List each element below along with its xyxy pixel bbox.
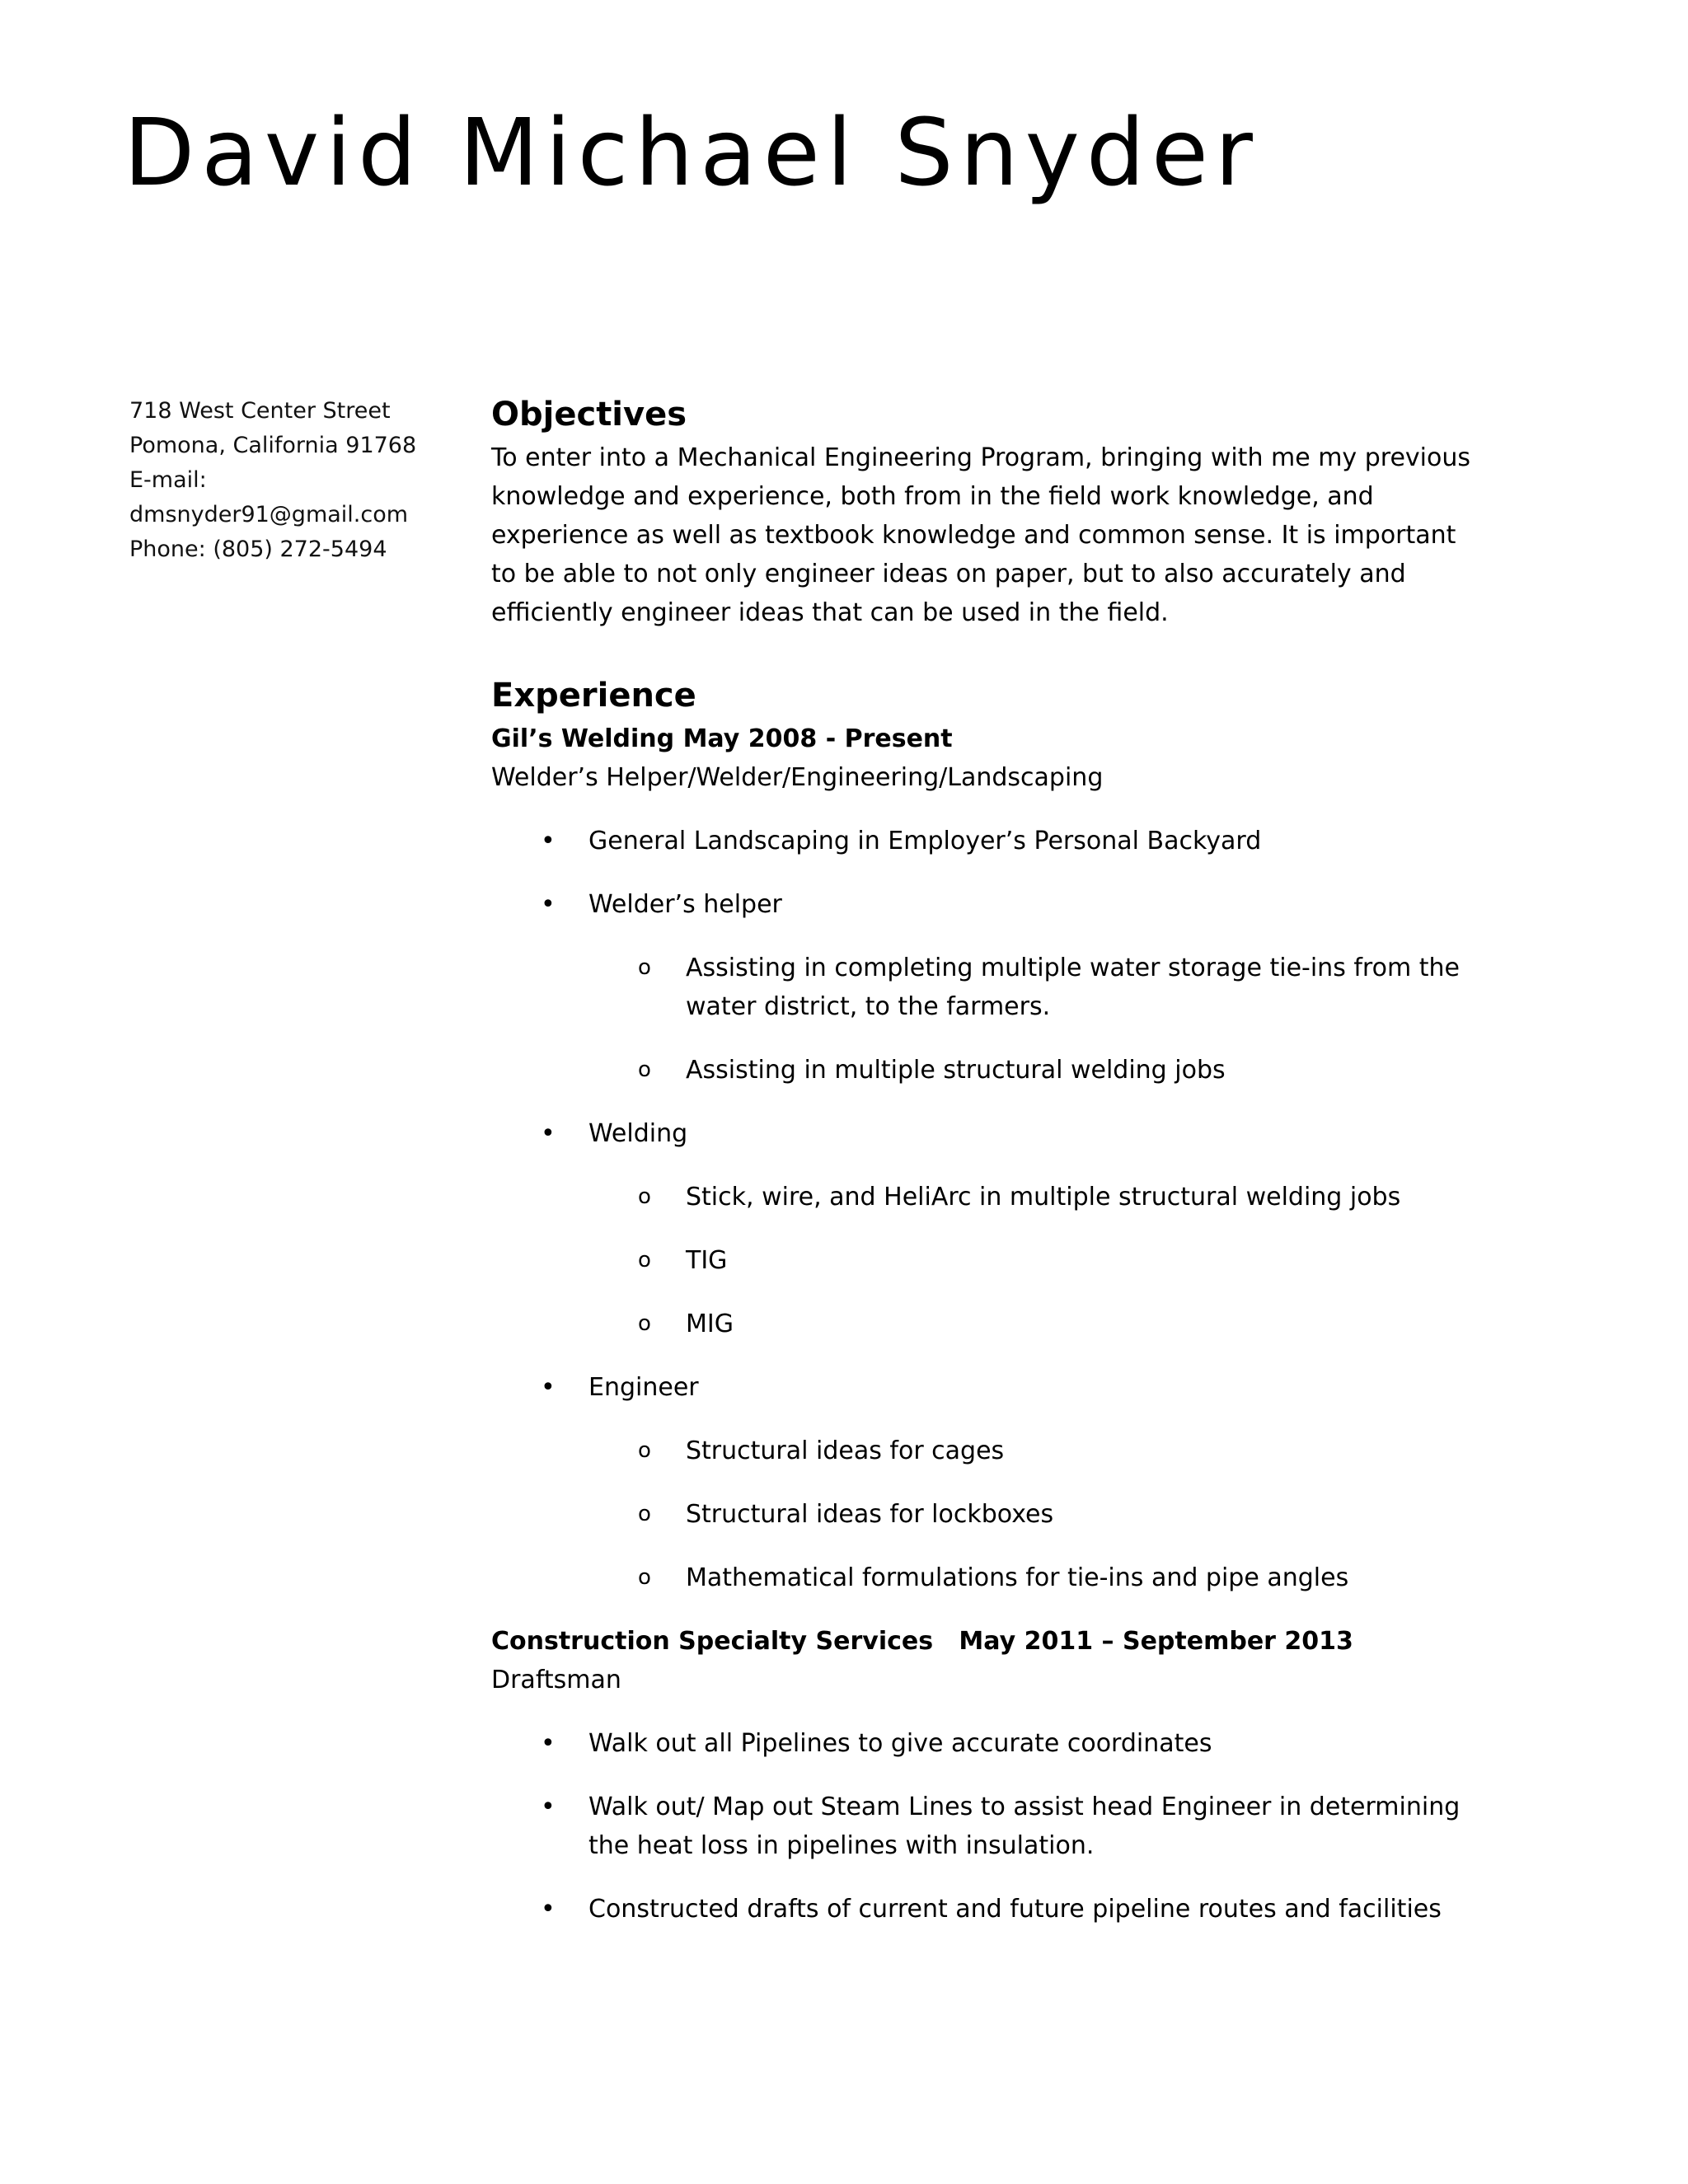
duty-text: Walk out all Pipelines to give accurate coordinates: [588, 1729, 1212, 1758]
duty-item: [491, 885, 1489, 1090]
job-header: Construction Specialty Services May 2011 – September 2013: [491, 1627, 1353, 1656]
duty-text: Welding: [588, 1119, 688, 1148]
job-header: Gil’s Welding May 2008 - Present: [491, 724, 953, 753]
duty-text: Welder’s helper: [588, 890, 782, 919]
sub-duty-text: Structural ideas for cages: [686, 1436, 1005, 1465]
sub-duty-text: Structural ideas for lockboxes: [686, 1500, 1054, 1529]
sub-duty-item: [588, 1305, 1489, 1343]
duty-item: [491, 1114, 1489, 1343]
sub-duty-text: TIG: [686, 1246, 728, 1275]
bullet-icon: •: [541, 1895, 556, 1924]
sub-bullet-icon: o: [638, 1311, 651, 1336]
duty-text: Constructed drafts of current and future pipeline routes and facilities: [588, 1895, 1442, 1924]
bullet-icon: •: [541, 890, 556, 919]
sub-bullet-icon: o: [638, 1184, 651, 1209]
sub-duty-item: [588, 1241, 1489, 1280]
bullet-icon: •: [541, 1119, 556, 1148]
sub-bullet-icon: o: [638, 955, 651, 980]
contact-email: dmsnyder91@gmail.com: [129, 502, 409, 527]
duty-item: [491, 1890, 1489, 1929]
duty-text: General Landscaping in Employer’s Personal Backyard: [588, 827, 1262, 855]
bullet-icon: •: [541, 827, 556, 855]
duty-text: Engineer: [588, 1373, 699, 1402]
sub-duties-list: [588, 1432, 1489, 1597]
duty-item: [491, 1368, 1489, 1597]
sub-duty-item: [588, 1495, 1489, 1534]
job-entry: [491, 1622, 1489, 1929]
objectives-heading: Objectives: [491, 396, 687, 434]
contact-city: Pomona, California 91768: [129, 433, 417, 458]
sub-duty-item: [588, 1051, 1489, 1090]
sub-duty-text: Mathematical formulations for tie-ins and pipe angles: [686, 1563, 1349, 1592]
sub-bullet-icon: o: [638, 1248, 651, 1272]
bullet-icon: •: [541, 1793, 556, 1821]
sub-bullet-icon: o: [638, 1565, 651, 1590]
contact-phone: Phone: (805) 272-5494: [129, 537, 387, 562]
contact-block: [129, 394, 443, 567]
objectives-text: To enter into a Mechanical Engineering Program, bringing with me my previous knowledge and experience, both from in the field work knowledge, and experience as well as textbook knowledge and common sense. It is important to be able to not only engineer ideas on paper, but to also accurately and efficiently engineer ideas that can be used in the field.: [491, 443, 1470, 627]
experience-section: [491, 675, 1489, 1929]
sub-duty-item: [588, 1558, 1489, 1597]
job-role: Draftsman: [491, 1666, 621, 1694]
sub-duty-text: Assisting in completing multiple water storage tie-ins from the water district, to the farmers.: [686, 954, 1460, 1021]
duty-text: Walk out/ Map out Steam Lines to assist head Engineer in determining the heat loss in pipelines with insulation.: [588, 1793, 1461, 1860]
duty-item: [491, 1724, 1489, 1763]
sub-duty-text: MIG: [686, 1310, 734, 1338]
contact-street: 718 West Center Street: [129, 398, 391, 424]
sub-bullet-icon: o: [638, 1438, 651, 1463]
main-column: [491, 394, 1489, 1953]
sub-bullet-icon: o: [638, 1502, 651, 1526]
duty-item: [491, 1788, 1489, 1865]
sub-duty-text: Stick, wire, and HeliArc in multiple structural welding jobs: [686, 1183, 1401, 1212]
job-entry: [491, 719, 1489, 1597]
sub-duty-item: [588, 949, 1489, 1026]
job-role: Welder’s Helper/Welder/Engineering/Landscaping: [491, 763, 1104, 792]
contact-email-label: E-mail:: [129, 467, 207, 493]
duty-item: [491, 822, 1489, 860]
sub-bullet-icon: o: [638, 1057, 651, 1082]
objectives-section: [491, 394, 1489, 632]
sub-duties-list: [588, 1178, 1489, 1343]
sub-duty-text: Assisting in multiple structural welding jobs: [686, 1056, 1226, 1085]
job-duties-list: [491, 822, 1489, 1597]
experience-heading: Experience: [491, 677, 696, 715]
sub-duties-list: [588, 949, 1489, 1090]
bullet-icon: •: [541, 1729, 556, 1758]
job-duties-list: [491, 1724, 1489, 1929]
sub-duty-item: [588, 1178, 1489, 1216]
bullet-icon: •: [541, 1373, 556, 1402]
resume-name: David Michael Snyder: [124, 100, 1259, 207]
sub-duty-item: [588, 1432, 1489, 1470]
